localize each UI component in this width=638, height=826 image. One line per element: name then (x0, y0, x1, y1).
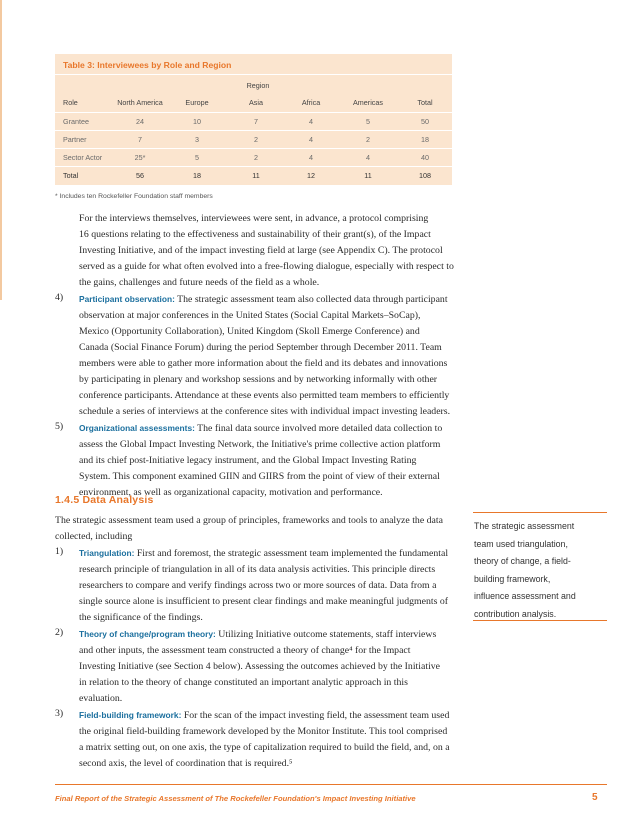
table-cell: 7 (254, 117, 258, 126)
table-cell: 4 (366, 153, 370, 162)
sidebar-line: The strategic assessment (474, 521, 575, 531)
item-lead: Organizational assessments: (79, 423, 195, 433)
list-number: 4) (55, 292, 64, 303)
item-text: Utilizing Initiative outcome statements, staff interviews (215, 629, 437, 640)
table-header-cell: North America (117, 98, 163, 107)
text-line: evaluation. (79, 693, 123, 704)
text-line: Mexico (Opportunity Collaboration), United Kingdom (Skoll Emerge Conference) and (79, 326, 420, 337)
table-cell: 25* (134, 153, 146, 162)
text-line: by participating in plenary and workshop sessions and by networking informally with other (79, 374, 438, 385)
text-line: collected, including (55, 531, 133, 542)
text-line: and its chief post-Initiative legacy instrument, and the Global Impact Investing Rating (79, 455, 417, 466)
text-line: Investing Initiative (see Section 4 below). Assessing the outcomes achieved by the Initiative (79, 661, 441, 672)
table-cell: 5 (195, 153, 199, 162)
text-line (79, 421, 442, 437)
text-line: schedule a series of interviews at the conference sites with individual impact investing leaders. (79, 406, 451, 417)
item-lead: Theory of change/program theory: (79, 629, 216, 639)
table-cell: 2 (254, 153, 258, 162)
text-line: conference participants. Attendance at these events also permitted team members to efficiently (79, 390, 450, 401)
table-cell: 40 (421, 153, 429, 162)
list-number: 2) (55, 627, 64, 638)
text-line: assess the Global Impact Investing Network, the Initiative's prime collective action platform (79, 439, 441, 450)
text-line: For the interviews themselves, interviewees were sent, in advance, a protocol comprising (79, 213, 429, 224)
sidebar-line: influence assessment and (474, 591, 576, 602)
table-cell: 3 (195, 135, 199, 144)
text-line (79, 627, 436, 643)
table-header-cell: Africa (301, 98, 321, 107)
table-cell: 18 (421, 135, 429, 144)
text-line: environment, as well as organizational capacity, motivation and performance. (79, 487, 383, 498)
table-separator (55, 166, 452, 167)
table-cell: 5 (366, 117, 370, 126)
table-cell: 10 (193, 117, 201, 126)
table-footnote: * Includes ten Rockefeller Foundation staff members (55, 193, 213, 200)
footer-title: Final Report of the Strategic Assessment of The Rockefeller Foundation's Impact Investing Initiative (55, 794, 416, 803)
item-lead: Triangulation: (79, 548, 135, 558)
table-cell: 24 (136, 117, 144, 126)
text-line: and other inputs, the assessment team constructed a theory of change⁴ for the Impact (79, 645, 411, 656)
text-line: second axis, the level of coordination that is required.⁵ (79, 758, 293, 769)
sidebar-rule-top (473, 512, 607, 513)
text-line: the gains, challenges and future needs of the field as a whole. (79, 277, 320, 288)
table-cell: 12 (307, 171, 315, 180)
table-separator (55, 148, 452, 149)
text-line (79, 546, 448, 562)
list-number: 3) (55, 708, 64, 719)
text-line: 16 questions relating to the effectiveness and sustainability of their grant(s), of the Impact (79, 229, 431, 240)
text-line: single source alone is insufficient to present clear findings and make meaningful judgments of (79, 596, 449, 607)
page-number: 5 (592, 792, 598, 803)
section-heading: 1.4.5 Data Analysis (55, 494, 154, 506)
item-lead: Participant observation: (79, 294, 175, 304)
text-line: members were able to gather more information about the field and its debates and innovations (79, 358, 448, 369)
text-line (79, 292, 448, 308)
table-separator (55, 74, 452, 75)
table-cell: Sector Actor (63, 153, 103, 162)
table-cell: 18 (193, 171, 201, 180)
text-line: research principle of triangulation in all of its data analysis activities. This principle directs (79, 564, 436, 575)
list-number: 5) (55, 421, 64, 432)
item-text: For the scan of the impact investing field, the assessment team used (181, 710, 450, 721)
footer-rule (55, 784, 607, 785)
text-line: served as a guide for what often evolved into a free-flowing dialogue, especially with respect to (79, 261, 454, 272)
table-cell: 4 (309, 153, 313, 162)
table-cell: 4 (309, 117, 313, 126)
sidebar-callout (474, 518, 604, 624)
table-separator (55, 112, 452, 113)
table-cell: 11 (364, 171, 372, 180)
table-separator (55, 130, 452, 131)
table-cell: Partner (63, 135, 87, 144)
sidebar-line: contribution analysis. (474, 608, 557, 619)
text-line: in relation to the theory of change constituted an important analytic approach in this (79, 677, 408, 688)
table-header-cell: Americas (353, 98, 383, 107)
sidebar-line: theory of change, a field- (474, 556, 571, 567)
table-header-cell: Total (417, 98, 433, 107)
list-number: 1) (55, 546, 64, 557)
sidebar-line: team used triangulation, (474, 538, 568, 549)
item-text: First and foremost, the strategic assessment team implemented the fundamental (134, 548, 449, 559)
table-cell: 50 (421, 117, 429, 126)
text-line: Canada (Social Finance Forum) during the period September through December 2011. Team (79, 342, 442, 353)
table-cell: 2 (254, 135, 258, 144)
table-header-cell: Europe (185, 98, 209, 107)
sidebar-line: building framework, (474, 573, 551, 584)
text-line: the significance of the findings. (79, 612, 203, 623)
table-cell: 2 (366, 135, 370, 144)
text-line: The strategic assessment team used a group of principles, frameworks and tools to analyze the data (55, 515, 443, 526)
table-cell: 56 (136, 171, 144, 180)
text-line: System. This component examined GIIN and GIIRS from the point of view of their external (79, 471, 440, 482)
text-line: the original field-building framework developed by the Monitor Institute. This tool comprised (79, 726, 448, 737)
left-accent-bar (0, 0, 2, 300)
table-cell: 7 (138, 135, 142, 144)
item-text: The strategic assessment team also collected data through participant (174, 294, 448, 305)
table-cell: 4 (309, 135, 313, 144)
item-text: The final data source involved more detailed data collection to (194, 423, 443, 434)
table-header-cell: Role (63, 98, 78, 107)
table-header-cell: Asia (249, 98, 263, 107)
text-line: a matrix setting out, on one axis, the type of capitalization required to build the field, and, on a (79, 742, 450, 753)
text-line: researchers to compare and verify findings across two or more sources of data. Data from a (79, 580, 437, 591)
table-cell: 108 (419, 171, 431, 180)
text-line (79, 708, 449, 724)
table-title: Table 3: Interviewees by Role and Region (63, 60, 232, 70)
text-line: Investing Initiative, and of the impact investing field at large (see Appendix C). The protocol (79, 245, 443, 256)
table-cell: 11 (252, 171, 260, 180)
sidebar-rule-bottom (473, 620, 607, 621)
table-cell: Grantee (63, 117, 89, 126)
text-line: observation at major conferences in the United States (Social Capital Markets–SoCap), (79, 310, 421, 321)
table-cell: Total (63, 171, 79, 180)
table-group-header: Region (246, 81, 270, 90)
item-lead: Field-building framework: (79, 710, 182, 720)
